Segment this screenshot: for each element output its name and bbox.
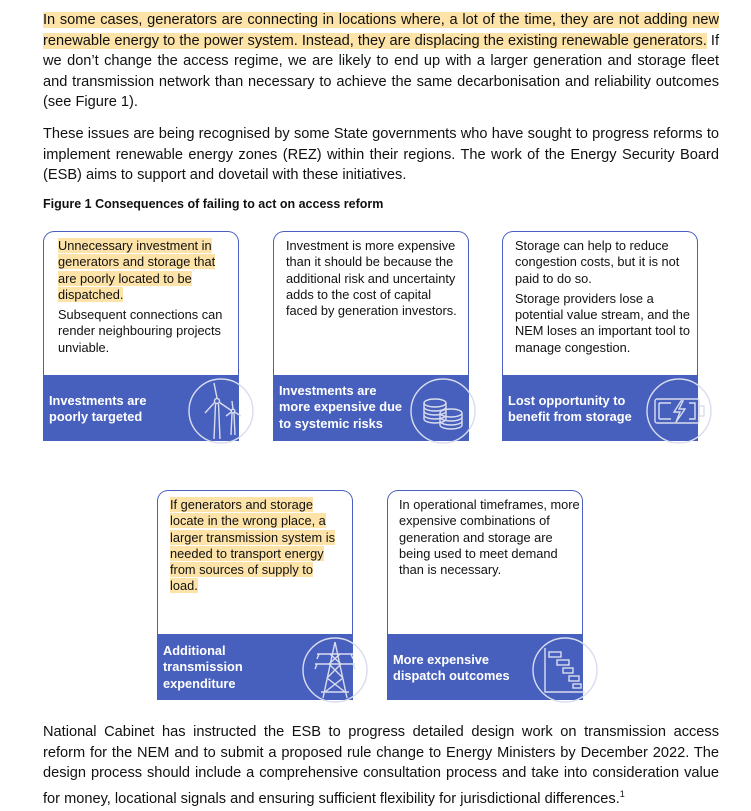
intro-highlight: In some cases, generators are connecting in locations where, a lot of the time, they are not adding new renewable energy to the power system. Instead, they are displacing the existing renewable generators. <box>43 12 719 49</box>
card-frame <box>387 490 583 635</box>
card-frame <box>502 231 698 376</box>
card-highlight: If generators and storage locate in the wrong place, a larger transmission system is needed to transport energy from sources of supply to load. <box>170 497 335 594</box>
card-frame <box>43 231 239 376</box>
card-body <box>515 238 693 360</box>
card-text-2: Storage providers lose a potential value stream, and the NEM loses an important tool to manage congestion. <box>515 290 691 355</box>
card-frame <box>273 231 469 376</box>
card-dispatch <box>387 490 583 700</box>
card-frame <box>157 490 353 635</box>
card-label: Additional transmission expenditure <box>163 643 243 691</box>
transmission-tower-icon <box>301 636 369 704</box>
card-label: Investments are poorly targeted <box>49 393 147 425</box>
intro-paragraph <box>43 10 719 113</box>
coins-icon <box>409 377 477 445</box>
card-text: In operational timeframes, more expensive combinations of generation and storage are being used to meet demand than is necessary. <box>399 497 580 578</box>
gantt-chart-icon <box>531 636 599 704</box>
closing-text: National Cabinet has instructed the ESB to progress detailed design work on transmission access reform for the NEM and to submit a proposed rule change to Energy Ministers by December 2022. The design process should include a comprehensive consultation process and take into consideration value for money, locational signals and ensuring sufficient flexibility for jurisdictional differences. <box>43 724 719 807</box>
card-label: Investments are more expensive due to systemic risks <box>279 383 403 431</box>
footnote-ref[interactable]: 1 <box>619 788 625 799</box>
card-systemic-risks <box>273 231 469 441</box>
card-poorly-targeted <box>43 231 239 441</box>
wind-turbine-icon <box>187 377 255 445</box>
card-text: Storage can help to reduce congestion costs, but it is not paid to do so. <box>515 238 680 286</box>
card-label: Lost opportunity to benefit from storage <box>508 393 632 425</box>
card-body <box>286 238 458 323</box>
rez-paragraph: These issues are being recognised by some State governments who have sought to progress reforms to implement renewable energy zones (REZ) within their regions. The work of the Energy Security Board (ESB) aims to support and dovetail with these initiatives. <box>43 126 719 183</box>
figure-title: Figure 1 Consequences of failing to act on access reform <box>43 197 384 211</box>
card-body <box>58 238 230 360</box>
intro-rest: If we don’t change the access regime, we are likely to end up with a larger generation and storage fleet and transmission network than necessary to achieve the same decarbonisation and reliability outcomes (see Figure 1). <box>43 32 719 110</box>
battery-icon <box>645 377 713 445</box>
card-transmission <box>157 490 353 700</box>
card-body <box>399 497 581 582</box>
card-label: More expensive dispatch outcomes <box>393 652 510 684</box>
card-body <box>170 497 342 599</box>
card-text: Subsequent connections can render neighbouring projects unviable. <box>58 307 223 355</box>
card-text: Investment is more expensive than it should be because the additional risk and uncertainty adds to the cost of capital faced by generation investors. <box>286 238 457 319</box>
card-storage <box>502 231 698 441</box>
card-highlight: Unnecessary investment in generators and storage that are poorly located to be dispatched. <box>58 238 216 302</box>
closing-paragraph <box>43 722 719 809</box>
